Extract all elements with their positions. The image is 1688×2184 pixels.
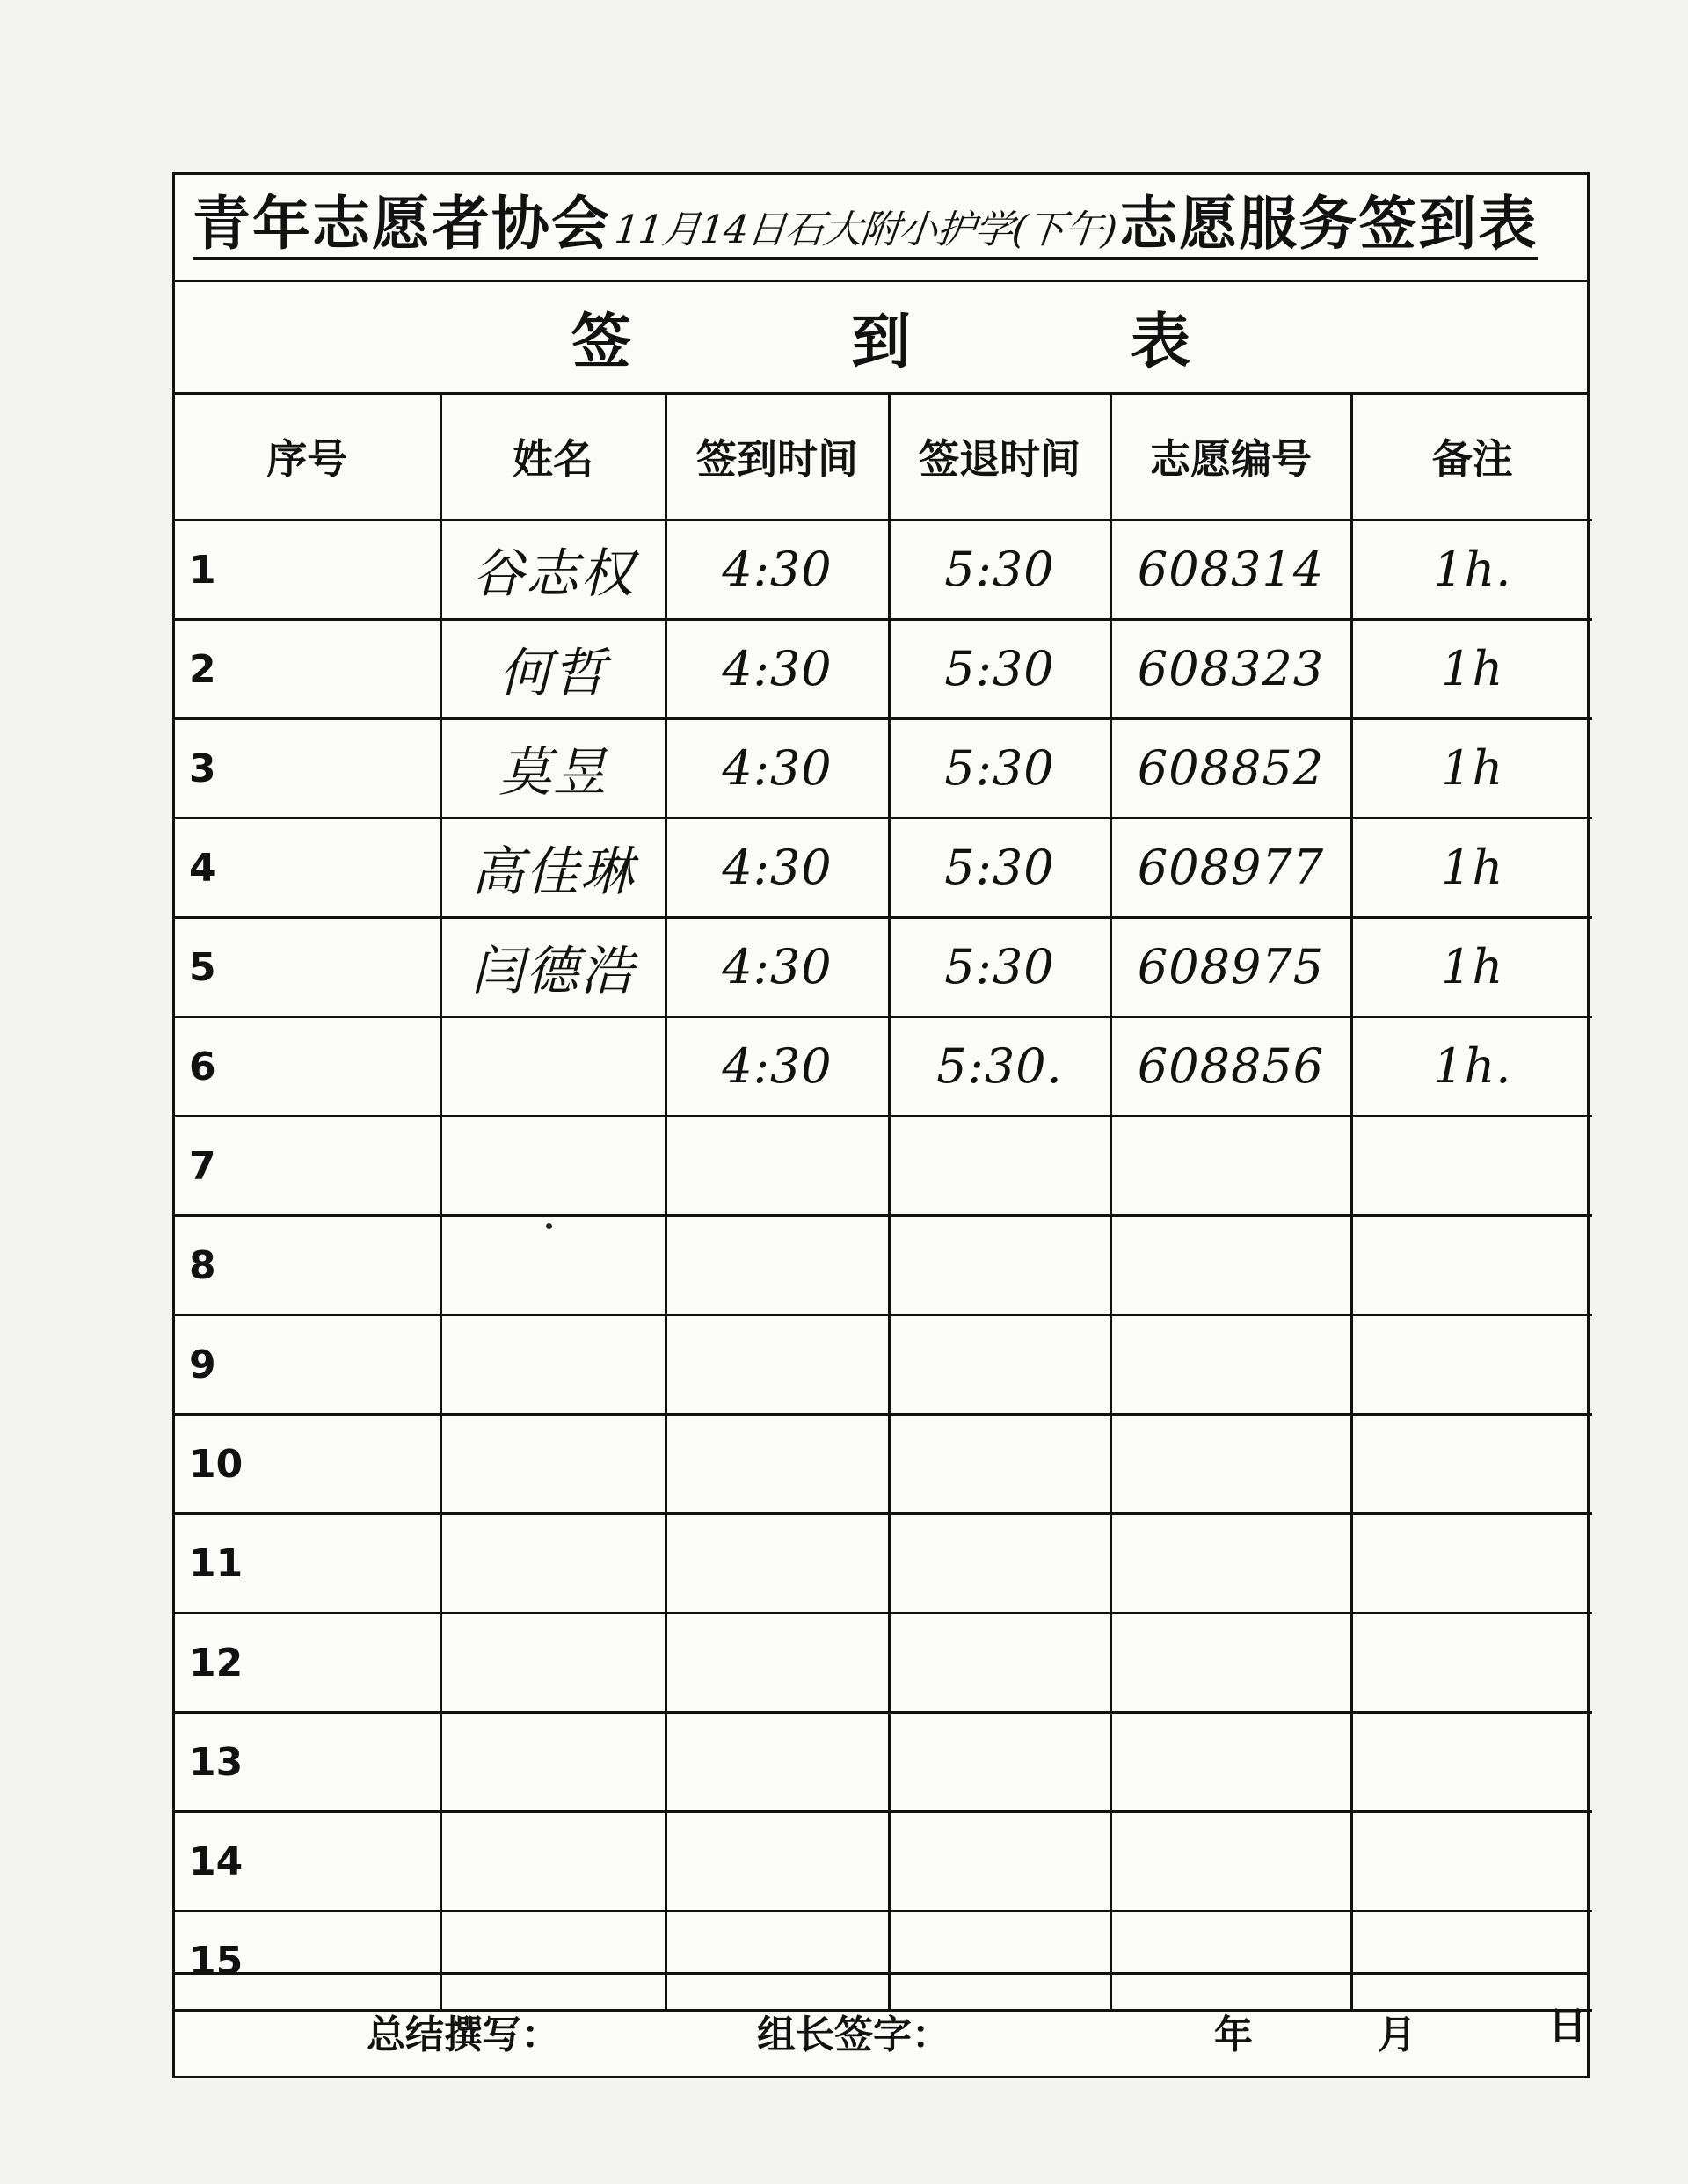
sign-in-cell (666, 1613, 889, 1712)
volunteer-id-cell: 608314 (1110, 520, 1351, 619)
header-sign-out: 签退时间 (889, 395, 1110, 520)
sign-out-cell (889, 1513, 1110, 1613)
volunteer-id-cell (1110, 1811, 1351, 1911)
name-cell: 何哲 (440, 619, 666, 718)
sign-out-cell: 5:30 (889, 917, 1110, 1016)
header-note: 备注 (1351, 395, 1592, 520)
name-cell (440, 1215, 666, 1314)
year-label: 年 (1214, 2013, 1253, 2057)
subtitle-row (175, 282, 1587, 395)
name-cell: 谷志权 (440, 520, 666, 619)
row-number: 4 (175, 818, 440, 917)
row-number: 11 (175, 1513, 440, 1613)
sign-out-cell (889, 1414, 1110, 1513)
row-number: 7 (175, 1116, 440, 1215)
table-row (175, 818, 1592, 917)
name-cell (440, 1016, 666, 1116)
volunteer-id-cell (1110, 1414, 1351, 1513)
name-cell (440, 1811, 666, 1911)
note-cell (1351, 1215, 1592, 1314)
note-cell: 1h (1351, 818, 1592, 917)
row-number: 1 (175, 520, 440, 619)
volunteer-id-cell (1110, 1613, 1351, 1712)
sign-in-cell: 4:30 (666, 619, 889, 718)
row-number: 14 (175, 1811, 440, 1911)
title-row (175, 175, 1587, 282)
name-cell (440, 1414, 666, 1513)
sign-in-cell (666, 1414, 889, 1513)
sign-in-cell (666, 1215, 889, 1314)
name-cell (440, 1314, 666, 1414)
row-number: 13 (175, 1712, 440, 1811)
row-number: 8 (175, 1215, 440, 1314)
table-row (175, 1314, 1592, 1414)
row-number: 10 (175, 1414, 440, 1513)
name-cell (440, 1712, 666, 1811)
note-cell (1351, 1712, 1592, 1811)
sign-out-cell (889, 1314, 1110, 1414)
note-cell (1351, 1513, 1592, 1613)
header-no: 序号 (175, 395, 440, 520)
table-row (175, 1613, 1592, 1712)
table-row (175, 520, 1592, 619)
sign-in-cell (666, 1116, 889, 1215)
volunteer-id-cell: 608975 (1110, 917, 1351, 1016)
sheet-title (193, 189, 1539, 260)
row-number: 15 (175, 1911, 440, 2010)
table-row (175, 1116, 1592, 1215)
volunteer-id-cell (1110, 1712, 1351, 1811)
table-row (175, 1712, 1592, 1811)
note-cell (1351, 1116, 1592, 1215)
row-number: 6 (175, 1016, 440, 1116)
note-cell: 1h (1351, 718, 1592, 818)
sign-out-cell (889, 1811, 1110, 1911)
sign-in-cell (666, 1712, 889, 1811)
row-number: 2 (175, 619, 440, 718)
table-row (175, 1414, 1592, 1513)
attendance-table (175, 395, 1592, 2012)
name-cell: 闫德浩 (440, 917, 666, 1016)
name-cell (440, 1613, 666, 1712)
sign-in-cell: 4:30 (666, 520, 889, 619)
sign-out-cell (889, 1712, 1110, 1811)
sign-in-cell (666, 1513, 889, 1613)
table-row (175, 1016, 1592, 1116)
sign-out-cell (889, 1215, 1110, 1314)
row-number: 3 (175, 718, 440, 818)
day-label: 日 (1548, 2004, 1587, 2049)
sign-in-sheet (172, 172, 1590, 2078)
leader-signature-label: 组长签字： (757, 2013, 950, 2057)
note-cell (1351, 1314, 1592, 1414)
volunteer-id-cell (1110, 1513, 1351, 1613)
month-label: 月 (1378, 2013, 1416, 2057)
sign-in-cell: 4:30 (666, 1016, 889, 1116)
table-header-row (175, 395, 1592, 520)
summary-label: 总结撰写： (367, 2013, 560, 2057)
row-number: 9 (175, 1314, 440, 1414)
note-cell (1351, 1613, 1592, 1712)
title-association: 青年志愿者协会 (193, 189, 611, 258)
name-cell (440, 1116, 666, 1215)
title-handwritten-event: 11月14日石大附小护学(下午) (612, 207, 1119, 252)
subtitle: 签到表 (571, 308, 1410, 377)
volunteer-id-cell (1110, 1116, 1351, 1215)
note-cell: 1h. (1351, 1016, 1592, 1116)
sign-out-cell: 5:30 (889, 818, 1110, 917)
note-cell: 1h (1351, 917, 1592, 1016)
sign-out-cell: 5:30 (889, 718, 1110, 818)
note-cell: 1h. (1351, 520, 1592, 619)
header-volunteer-id: 志愿编号 (1110, 395, 1351, 520)
sign-out-cell: 5:30 (889, 520, 1110, 619)
volunteer-id-cell (1110, 1314, 1351, 1414)
sign-in-cell (666, 1811, 889, 1911)
name-cell (440, 1513, 666, 1613)
note-cell (1351, 1414, 1592, 1513)
sign-in-cell (666, 1314, 889, 1414)
table-row (175, 1811, 1592, 1911)
name-cell: 莫昱 (440, 718, 666, 818)
volunteer-id-cell: 608852 (1110, 718, 1351, 818)
volunteer-id-cell (1110, 1215, 1351, 1314)
row-number: 12 (175, 1613, 440, 1712)
name-cell: 高佳琳 (440, 818, 666, 917)
table-row (175, 619, 1592, 718)
title-form-name: 志愿服务签到表 (1119, 189, 1539, 258)
sign-out-cell (889, 1613, 1110, 1712)
volunteer-id-cell: 608323 (1110, 619, 1351, 718)
table-row (175, 1513, 1592, 1613)
footer-row (175, 1972, 1587, 2076)
sign-in-cell: 4:30 (666, 917, 889, 1016)
volunteer-id-cell: 608977 (1110, 818, 1351, 917)
note-cell: 1h (1351, 619, 1592, 718)
sign-in-cell: 4:30 (666, 818, 889, 917)
volunteer-id-cell: 608856 (1110, 1016, 1351, 1116)
table-row (175, 1215, 1592, 1314)
sign-out-cell: 5:30 (889, 619, 1110, 718)
row-number: 5 (175, 917, 440, 1016)
sign-out-cell: 5:30. (889, 1016, 1110, 1116)
header-sign-in: 签到时间 (666, 395, 889, 520)
header-name: 姓名 (440, 395, 666, 520)
table-row (175, 718, 1592, 818)
ink-dot (546, 1223, 552, 1229)
sign-out-cell (889, 1116, 1110, 1215)
sign-in-cell: 4:30 (666, 718, 889, 818)
table-row (175, 917, 1592, 1016)
note-cell (1351, 1811, 1592, 1911)
